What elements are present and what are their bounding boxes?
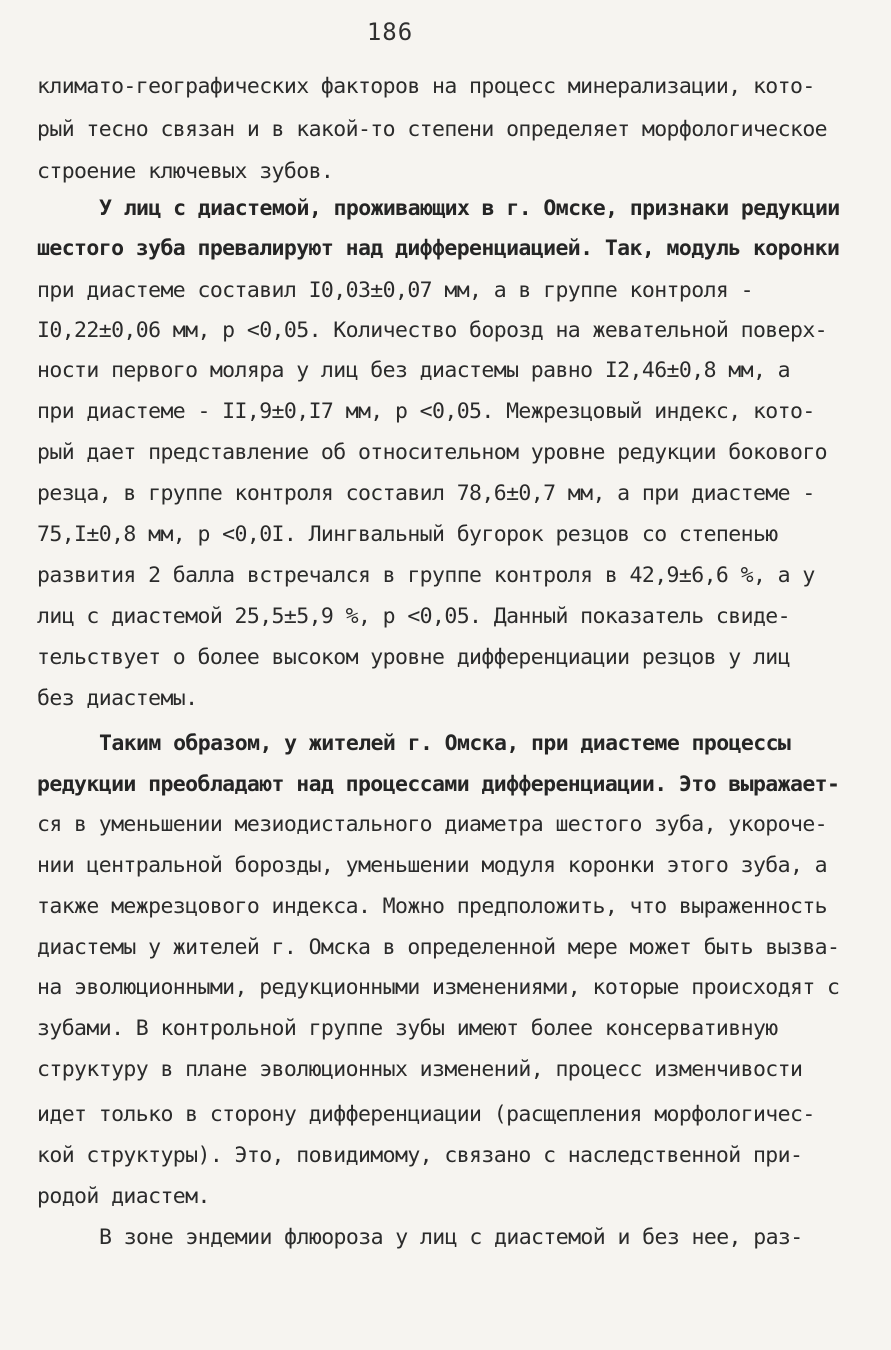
text-line: строение ключевых зубов. [37, 159, 334, 184]
text-line: В зоне эндемии флюороза у лиц с диастемой и без нее, раз- [99, 1225, 803, 1250]
text-line: тельствует о более высоком уровне дифференциации резцов у лиц [37, 645, 790, 670]
text-line: на эволюционными, редукционными изменениями, которые происходят с [37, 975, 840, 1000]
text-line: редукции преобладают над процессами дифференциации. Это выражает- [37, 772, 840, 797]
text-line: также межрезцового индекса. Можно предположить, что выраженность [37, 894, 828, 919]
text-line: при диастеме - II,9±0,I7 мм, р <0,05. Межрезцовый индекс, кото- [37, 399, 815, 424]
text-line: Таким образом, у жителей г. Омска, при диастеме процессы [99, 731, 791, 756]
text-line: резца, в группе контроля составил 78,6±0,7 мм, а при диастеме - [37, 481, 815, 506]
text-line: зубами. В контрольной группе зубы имеют более консервативную [37, 1016, 778, 1041]
text-line: структуру в плане эволюционных изменений, процесс изменчивости [37, 1057, 803, 1082]
text-line: идет только в сторону дифференциации (расщепления морфологичес- [37, 1102, 815, 1127]
text-line: лиц с диастемой 25,5±5,9 %, р <0,05. Данный показатель свиде- [37, 604, 790, 629]
text-line: ся в уменьшении мезиодистального диаметра шестого зуба, укороче- [37, 812, 828, 837]
text-line: У лиц с диастемой, проживающих в г. Омске, признаки редукции [99, 196, 840, 221]
text-line: без диастемы. [37, 686, 198, 711]
text-line: развития 2 балла встречался в группе контроля в 42,9±6,6 %, а у [37, 563, 815, 588]
text-line: при диастеме составил I0,03±0,07 мм, а в группе контроля - [37, 278, 753, 303]
text-line: ности первого моляра у лиц без диастемы равно I2,46±0,8 мм, а [37, 358, 790, 383]
text-line: нии центральной борозды, уменьшении модуля коронки этого зуба, а [37, 853, 828, 878]
text-line: кой структуры). Это, повидимому, связано с наследственной при- [37, 1143, 803, 1168]
text-line: 75,I±0,8 мм, р <0,0I. Лингвальный бугорок резцов со степенью [37, 522, 778, 547]
text-line: шестого зуба превалируют над дифференциацией. Так, модуль коронки [37, 236, 840, 261]
text-line: диастемы у жителей г. Омска в определенной мере может быть вызва- [37, 935, 840, 960]
text-line: рый дает представление об относительном уровне редукции бокового [37, 440, 828, 465]
text-line: рый тесно связан и в какой-то степени определяет морфологическое [37, 117, 828, 142]
page-number: 186 [366, 18, 414, 46]
text-line: I0,22±0,06 мм, р <0,05. Количество борозд на жевательной поверх- [37, 318, 828, 343]
text-line: климато-географических факторов на процесс минерализации, кото- [37, 74, 815, 99]
text-line: родой диастем. [37, 1184, 210, 1209]
